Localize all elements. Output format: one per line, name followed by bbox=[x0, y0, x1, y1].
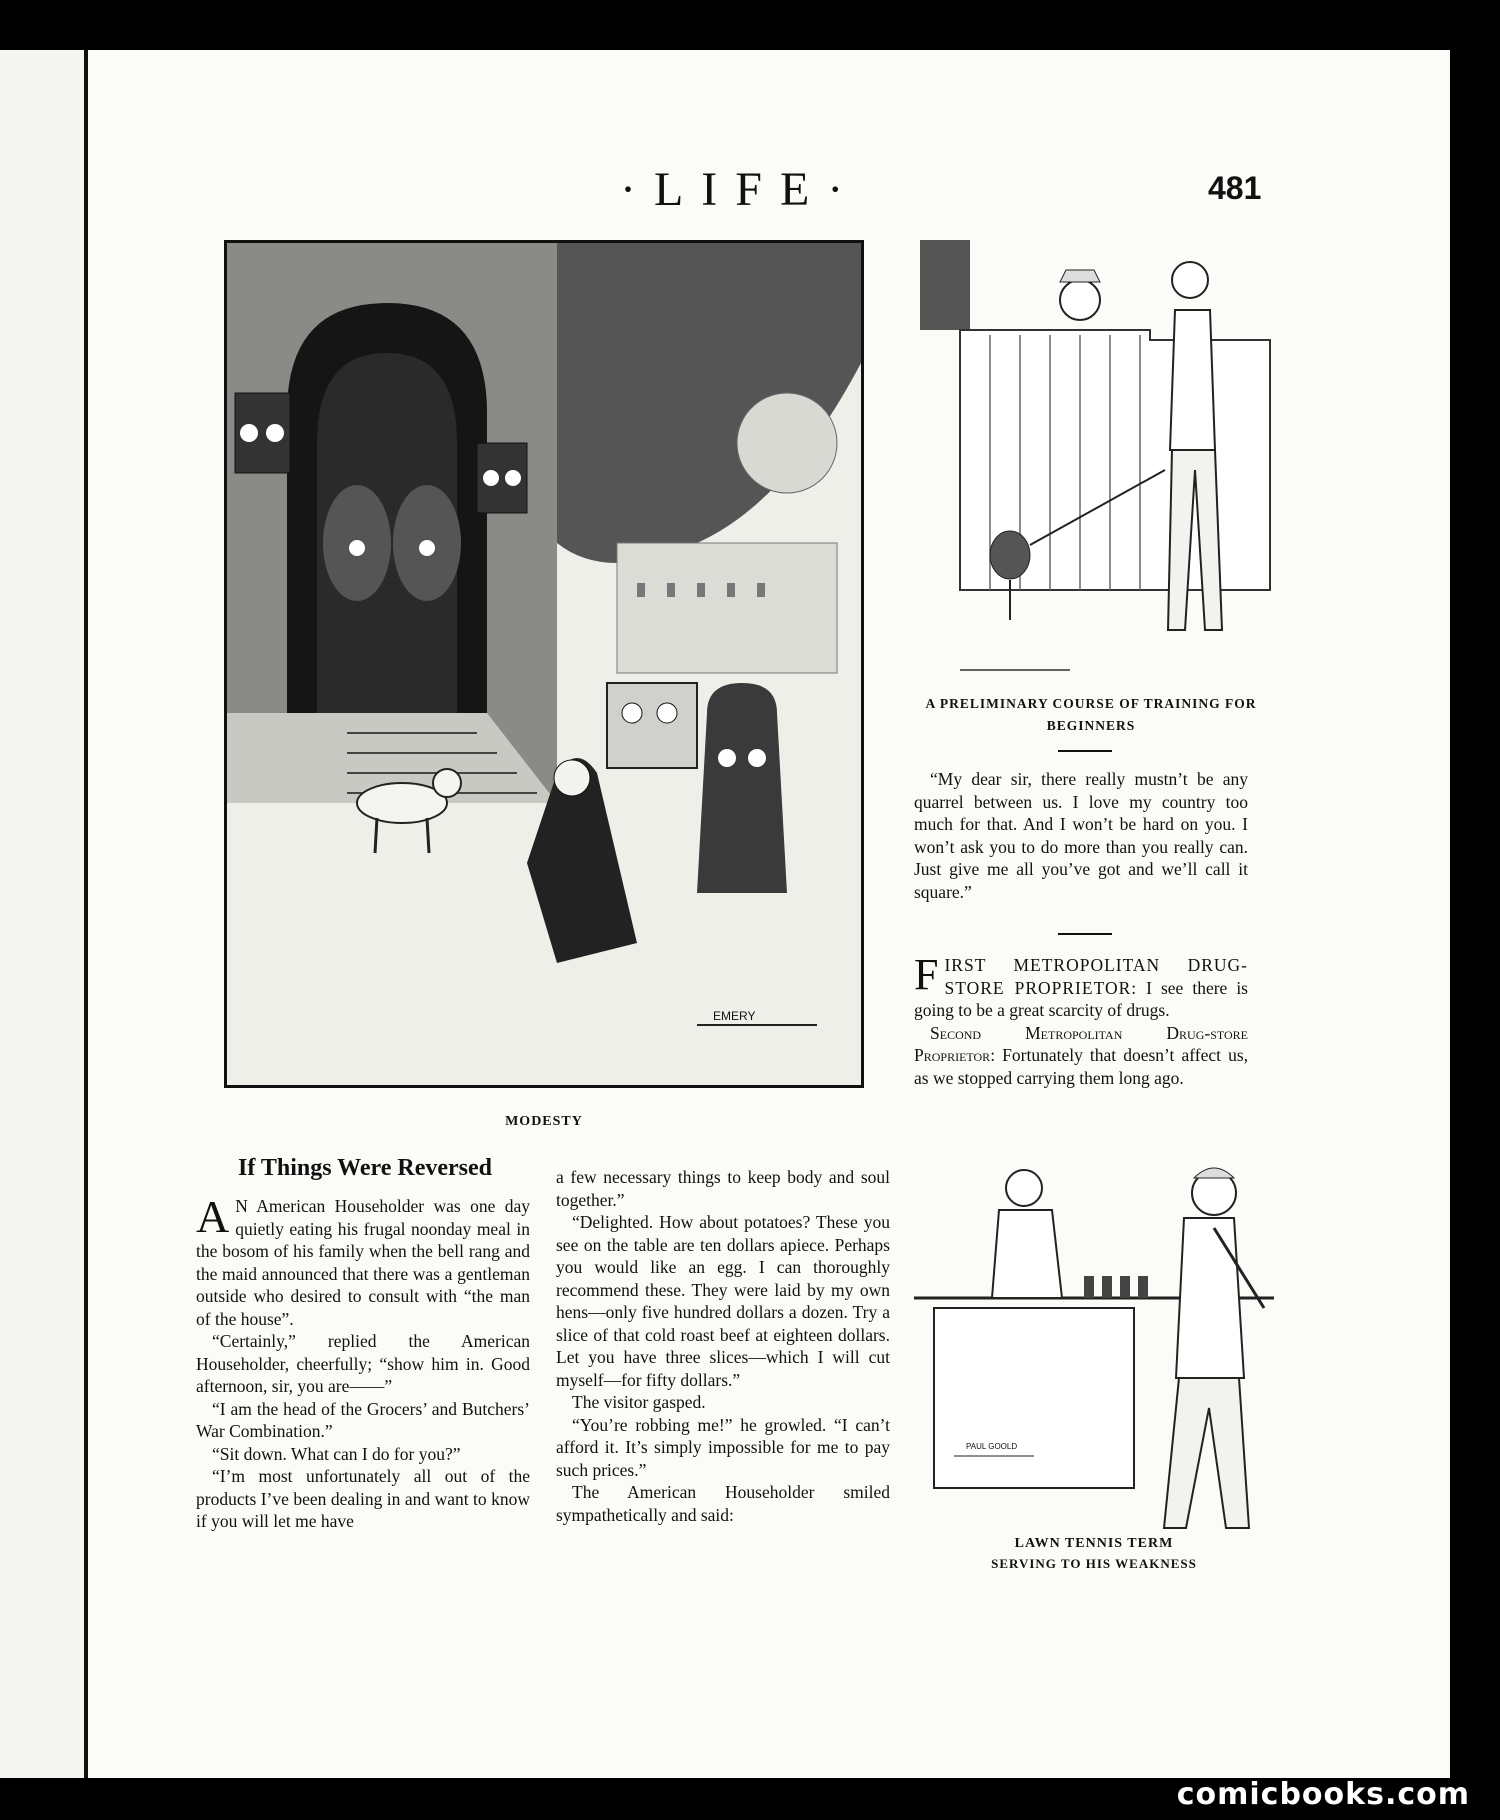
article-col1-p4: “Sit down. What can I do for you?” bbox=[212, 1443, 461, 1464]
article-column-1 bbox=[196, 1191, 530, 1533]
golf-quote-text: “My dear sir, there really mustn’t be any quarrel between us. I love my country too much for that. And I won’t be hard on you. I won’t ask you to do more than you really can. Just give me all you’ve got and we’ll call it square.” bbox=[914, 769, 1248, 902]
watermark: comicbooks.com bbox=[1176, 1777, 1470, 1812]
drugstore-speaker1: IRST METROPOLITAN DRUG-STORE PROPRIETOR: bbox=[944, 955, 1248, 998]
drugstore-joke bbox=[914, 950, 1249, 1089]
article-col2-p2: “Delighted. How about potatoes? These you see on the table are ten dollars apiece. Perhaps you would like an egg. I can thoroughly recommend these. They were laid by my own hens—only five hundred dollars a dozen. Try a slice of that cold roast beef at eighteen dollars. Let you have three slices—which I will cut myself—for fifty dollars.” bbox=[556, 1212, 890, 1390]
drop-cap-a: A bbox=[196, 1191, 230, 1242]
tennis-illustration bbox=[914, 1148, 1274, 1538]
facing-page-edge bbox=[0, 50, 88, 1778]
article-column-2 bbox=[556, 1166, 890, 1526]
tennis-drawing bbox=[914, 1148, 1274, 1538]
golf-drawing bbox=[910, 220, 1280, 680]
page-number: 481 bbox=[1208, 170, 1262, 206]
article-col1-p1: N American Householder was one day quietly eating his frugal noonday meal in the bosom of his family when the bell rang and the maid announced that there was a gentleman outside who desired to consult with “the man of the house”. bbox=[196, 1196, 530, 1329]
modesty-caption: MODESTY bbox=[505, 1114, 583, 1129]
article-col1-p3: “I am the head of the Grocers’ and Butchers’ War Combination.” bbox=[196, 1398, 530, 1441]
golf-quote bbox=[914, 768, 1248, 903]
modesty-illustration bbox=[224, 240, 864, 1088]
drugstore-line2: Fortunately that doesn’t affect us, as we stopped carrying them long ago. bbox=[914, 1045, 1249, 1088]
drugstore-speaker2: Second Metropolitan Drug-store Proprietor: bbox=[914, 1022, 1248, 1065]
article-title: If Things Were Reversed bbox=[237, 1155, 492, 1181]
divider bbox=[1058, 933, 1112, 935]
drop-cap-f: F bbox=[914, 950, 939, 999]
tennis-caption-title: LAWN TENNIS TERM bbox=[1014, 1536, 1174, 1551]
article-col1-p5: “I’m most unfortunately all out of the products I’ve been dealing in and want to know if you will let me have bbox=[196, 1466, 530, 1531]
divider bbox=[1058, 750, 1112, 752]
article-col2-p3: The visitor gasped. bbox=[572, 1392, 706, 1412]
article-col2-p5: The American Householder smiled sympathetically and said: bbox=[556, 1482, 890, 1525]
masthead-title: ·LIFE· bbox=[620, 163, 862, 216]
golf-caption: A PRELIMINARY COURSE OF TRAINING FOR BEGINNERS bbox=[925, 696, 1257, 733]
golf-illustration bbox=[910, 220, 1280, 680]
article-col2-p4: “You’re robbing me!” he growled. “I can’t afford it. It’s simply impossible for me to pay such prices.” bbox=[556, 1414, 890, 1480]
drugstore-line1: I see there is going to be a great scarcity of drugs. bbox=[914, 977, 1248, 1020]
tennis-signature: PAUL GOOLD bbox=[966, 1442, 1018, 1451]
tennis-caption-subtitle: SERVING TO HIS WEAKNESS bbox=[991, 1556, 1197, 1571]
modesty-drawing bbox=[227, 243, 861, 1085]
article-col1-p2: “Certainly,” replied the American Householder, cheerfully; “show him in. Good afternoon, sir, you are——” bbox=[196, 1331, 530, 1396]
article-col2-p1: a few necessary things to keep body and soul together.” bbox=[556, 1167, 890, 1210]
modesty-signature: EMERY bbox=[713, 1009, 756, 1023]
